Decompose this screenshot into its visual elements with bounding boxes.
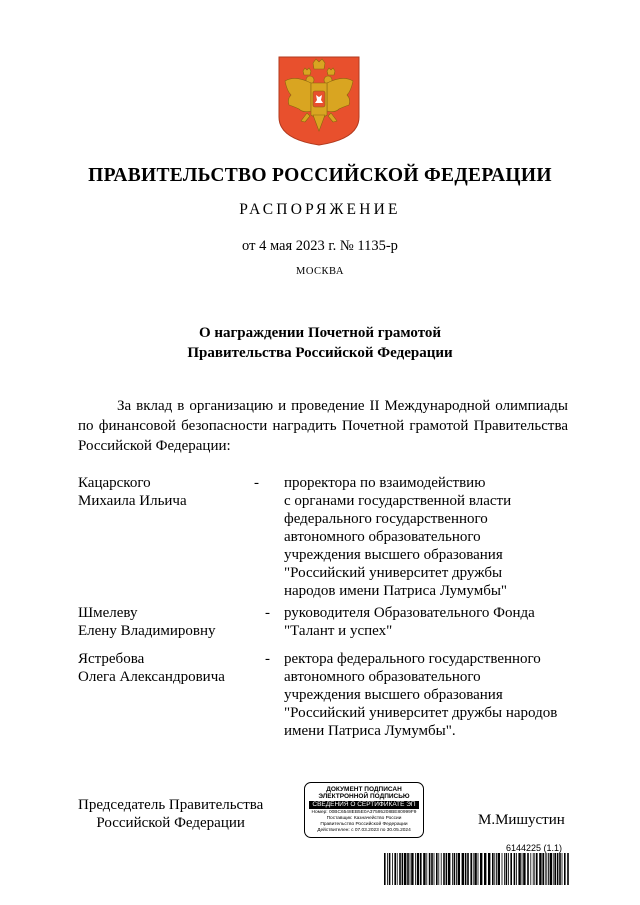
- barcode-bar: [506, 853, 508, 885]
- barcode-bar: [474, 853, 476, 885]
- barcode-bar: [502, 853, 503, 885]
- barcode-bar: [510, 853, 512, 885]
- barcode-bar: [417, 853, 419, 885]
- barcode-bar: [420, 853, 422, 885]
- awardee-given-name: Елену Владимировну: [78, 623, 216, 639]
- barcode-bar: [546, 853, 547, 885]
- barcode-bar: [426, 853, 427, 885]
- barcode-bar: [429, 853, 431, 885]
- electronic-signature-stamp: [304, 782, 424, 838]
- signatory-title-line: Российской Федерации: [96, 815, 245, 831]
- barcode-bar: [467, 853, 469, 885]
- subject-line: О награждении Почетной грамотой: [198, 325, 442, 341]
- awardee-surname: Ястребова: [78, 651, 145, 667]
- barcode-bar: [436, 853, 438, 885]
- dash: -: [265, 605, 270, 621]
- barcode-bar: [527, 853, 529, 885]
- barcode-bar: [492, 853, 494, 885]
- coat-of-arms-emblem: [277, 55, 361, 147]
- barcode-bar: [441, 853, 442, 885]
- barcode-bar: [564, 853, 566, 885]
- barcode-bar: [399, 853, 401, 885]
- barcode: [384, 853, 570, 885]
- barcode-bar: [404, 853, 406, 885]
- barcode-bar: [402, 853, 404, 885]
- barcode-bar: [504, 853, 505, 885]
- position-line: "Российский университет дружбы народов: [284, 705, 558, 721]
- barcode-bar: [397, 853, 398, 885]
- barcode-bar: [465, 853, 467, 885]
- document-subject: [0, 323, 640, 363]
- barcode-bar: [423, 853, 425, 885]
- stamp-issuer: Поставщик: Казначейство России: [326, 816, 402, 821]
- awardee-name: [78, 474, 187, 510]
- barcode-bar: [392, 853, 393, 885]
- barcode-bar: [494, 853, 495, 885]
- stamp-line: ДОКУМЕНТ ПОДПИСАН: [326, 786, 402, 793]
- barcode-bar: [498, 853, 500, 885]
- stamp-owner: Правительство Российской Федерации: [320, 822, 408, 827]
- barcode-bar: [567, 853, 569, 885]
- position-line: имени Патриса Лумумбы".: [284, 723, 456, 739]
- intro-line: по финансовой безопасности наградить Почетной грамотой Правительства: [78, 418, 568, 434]
- position-line: учреждения высшего образования: [284, 687, 503, 703]
- barcode-bar: [557, 853, 559, 885]
- barcode-bar: [458, 853, 460, 885]
- barcode-bar: [389, 853, 391, 885]
- position-line: "Российский университет дружбы: [284, 565, 503, 581]
- barcode-bar: [473, 853, 474, 885]
- position-line: проректора по взаимодействию: [284, 475, 486, 491]
- barcode-bar: [411, 853, 413, 885]
- position-line: учреждения высшего образования: [284, 547, 503, 563]
- barcode-bar: [545, 853, 546, 885]
- document-type: РАСПОРЯЖЕНИЕ: [239, 201, 401, 218]
- stamp-header: СВЕДЕНИЯ О СЕРТИФИКАТЕ ЭП: [309, 801, 419, 809]
- document-date-number: от 4 мая 2023 г. № 1135-р: [242, 238, 398, 254]
- barcode-bar: [539, 853, 541, 885]
- awardee-surname: Кацарского: [78, 475, 151, 491]
- barcode-bar: [522, 853, 523, 885]
- barcode-bar: [530, 853, 531, 885]
- position-line: автономного образовательного: [284, 669, 481, 685]
- barcode-bar: [470, 853, 472, 885]
- barcode-bar: [448, 853, 450, 885]
- barcode-bar: [394, 853, 396, 885]
- barcode-bar: [384, 853, 386, 885]
- barcode-bar: [478, 853, 479, 885]
- barcode-bar: [480, 853, 482, 885]
- barcode-bar: [443, 853, 445, 885]
- document-code: 6144225 (1.1): [506, 843, 563, 853]
- barcode-bar: [562, 853, 563, 885]
- barcode-bar: [407, 853, 409, 885]
- awardee-surname: Шмелеву: [78, 605, 138, 621]
- dash: -: [265, 651, 270, 667]
- barcode-bar: [516, 853, 517, 885]
- barcode-bar: [446, 853, 448, 885]
- barcode-bar: [454, 853, 456, 885]
- barcode-bar: [462, 853, 464, 885]
- awardee-position: [284, 604, 535, 640]
- position-line: ректора федерального государственного: [284, 651, 541, 667]
- position-line: с органами государственной власти: [284, 493, 512, 509]
- awardee-name: [78, 650, 225, 686]
- position-line: федерального государственного: [284, 511, 488, 527]
- barcode-bar: [438, 853, 439, 885]
- barcode-bar: [548, 853, 549, 885]
- government-title: ПРАВИТЕЛЬСТВО РОССИЙСКОЙ ФЕДЕРАЦИИ: [88, 165, 552, 186]
- barcode-bar: [536, 853, 538, 885]
- stamp-line: ЭЛЕКТРОННОЙ ПОДПИСЬЮ: [318, 793, 410, 800]
- barcode-bar: [553, 853, 554, 885]
- stamp-certificate-number: Номер: 00BC6548EB5E0A37595208BE80999F9: [311, 810, 417, 815]
- signatory-name: М.Мишустин: [478, 812, 565, 828]
- barcode-bar: [431, 853, 433, 885]
- barcode-bar: [456, 853, 457, 885]
- intro-paragraph: [78, 396, 568, 456]
- barcode-bar: [434, 853, 435, 885]
- barcode-bar: [514, 853, 516, 885]
- barcode-bar: [534, 853, 535, 885]
- barcode-bar: [484, 853, 486, 885]
- awardee-name: [78, 604, 216, 640]
- barcode-bar: [488, 853, 490, 885]
- city: МОСКВА: [296, 266, 344, 277]
- signatory-title-line: Председатель Правительства: [78, 797, 264, 813]
- barcode-bar: [410, 853, 411, 885]
- position-line: "Талант и успех": [284, 623, 393, 639]
- awardee-given-name: Михаила Ильича: [78, 493, 187, 509]
- barcode-bar: [518, 853, 520, 885]
- subject-line: Правительства Российской Федерации: [187, 345, 453, 361]
- dash: -: [254, 475, 259, 491]
- position-line: автономного образовательного: [284, 529, 481, 545]
- barcode-bar: [550, 853, 552, 885]
- stamp-validity: Действителен: с 07.03.2023 по 30.05.2024: [317, 828, 411, 833]
- awardee-position: [284, 474, 511, 600]
- barcode-bar: [508, 853, 509, 885]
- signatory-title: [78, 796, 263, 832]
- barcode-bar: [554, 853, 556, 885]
- position-line: руководителя Образовательного Фонда: [284, 605, 535, 621]
- barcode-bar: [542, 853, 544, 885]
- barcode-bar: [387, 853, 388, 885]
- intro-line: За вклад в организацию и проведение II Международной олимпиады: [117, 398, 568, 414]
- barcode-bar: [533, 853, 534, 885]
- awardee-position: [284, 650, 557, 740]
- awardee-given-name: Олега Александровича: [78, 669, 225, 685]
- barcode-bar: [559, 853, 561, 885]
- barcode-bar: [496, 853, 497, 885]
- barcode-bar: [415, 853, 416, 885]
- barcode-bar: [452, 853, 453, 885]
- intro-line: Российской Федерации:: [78, 438, 231, 454]
- barcode-bar: [523, 853, 525, 885]
- position-line: народов имени Патриса Лумумбы": [284, 583, 508, 599]
